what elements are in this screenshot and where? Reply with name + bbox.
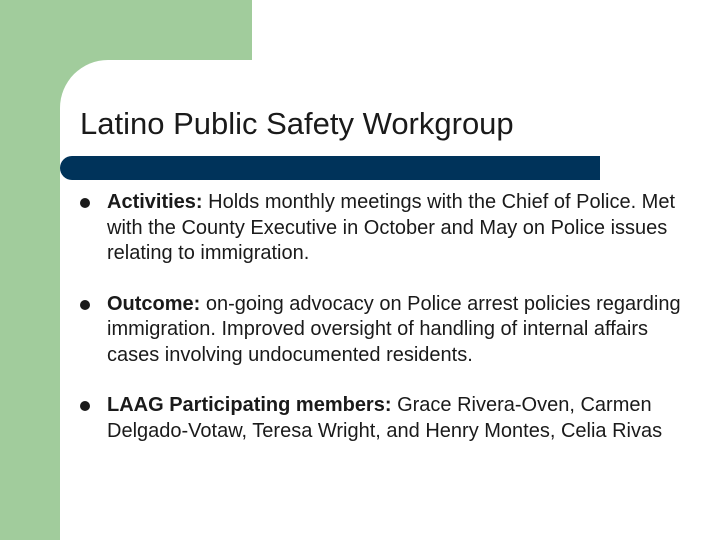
- bullet-members: [80, 393, 700, 444]
- bullet-text: on-going advocacy on Police arrest policies regarding immigration. Improved oversight of handling of internal affairs cases involving undocumented residents.: [107, 292, 681, 366]
- slide-title: Latino Public Safety Workgroup: [80, 106, 514, 141]
- bullet-label: Outcome:: [107, 292, 201, 315]
- bullet-label: Activities:: [107, 191, 203, 213]
- title-underline-bar: [60, 156, 600, 180]
- bullet-activities: [80, 190, 700, 267]
- bullet-label: LAAG Participating members:: [107, 394, 392, 416]
- bullet-text: Grace Rivera-Oven, Carmen Delgado-Votaw, Teresa Wright, and Henry Montes, Celia Rivas: [107, 394, 663, 442]
- bullet-text: Holds monthly meetings with the Chief of Police. Met with the County Executive in October and May on Police issues relating to immigration.: [107, 191, 676, 264]
- bullet-dot-icon: [80, 300, 90, 310]
- bullet-dot-icon: [80, 198, 90, 208]
- bullet-list: [80, 190, 700, 469]
- bullet-dot-icon: [80, 401, 90, 411]
- bullet-outcome: [80, 292, 700, 369]
